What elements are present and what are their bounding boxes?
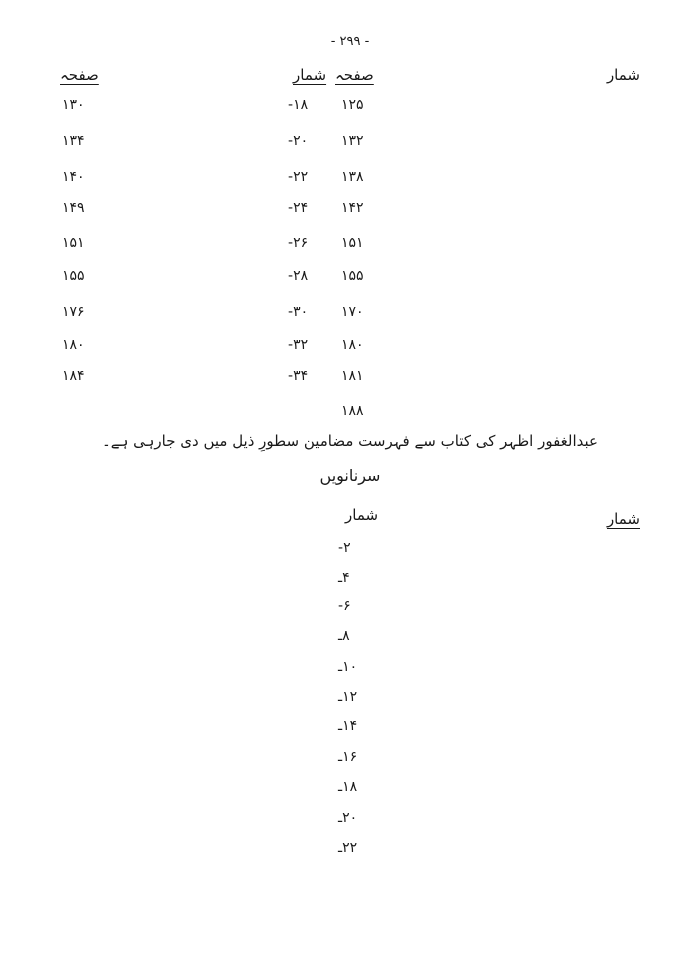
header-right-page: صفحہ	[335, 66, 374, 84]
entry-number: ۲۴-	[288, 200, 309, 216]
entry-page: ۱۸۴	[62, 368, 85, 384]
header-left-number: شمار	[293, 66, 327, 84]
list-header-right-number: شمار	[606, 510, 640, 528]
entry-page: ۱۳۴	[62, 133, 85, 149]
entry-page: ۱۸۱	[341, 368, 364, 384]
entry-number: ۲۶-	[288, 235, 309, 251]
entry-number: ۲۲-	[288, 169, 309, 185]
entry-number: ۱۲ـ	[338, 689, 358, 705]
list-header-left-number: شمار	[345, 506, 379, 524]
entry-page: ۱۳۲	[341, 133, 364, 149]
section-subtitle: سرنانویں	[319, 466, 381, 485]
entry-page: ۱۵۵	[62, 268, 85, 284]
entry-number: ۳۲-	[288, 337, 309, 353]
entry-page: ۱۵۱	[341, 235, 364, 251]
entry-page: ۱۸۸	[341, 403, 364, 419]
intro-line: عبدالغفور اظہر کی کتاب سے فہرست مضامین سطورِ ذیل میں دی جارہی ہے۔	[101, 432, 598, 450]
entry-number: ۲۰-	[288, 133, 309, 149]
entry-number: ۱۸-	[288, 97, 309, 113]
entry-number: ۲-	[338, 540, 351, 556]
entry-number: ۲۰ـ	[338, 810, 358, 826]
entry-page: ۱۴۰	[62, 169, 85, 185]
entry-page: ۱۵۱	[62, 235, 85, 251]
entry-number: ۸ـ	[338, 628, 350, 644]
entry-page: ۱۷۰	[341, 304, 364, 320]
entry-page: ۱۸۰	[341, 337, 364, 353]
entry-number: ۳۴-	[288, 368, 309, 384]
header-left-page: صفحہ	[60, 66, 99, 84]
entry-page: ۱۳۸	[341, 169, 364, 185]
entry-number: ۱۰ـ	[338, 659, 358, 675]
entry-number: ۳۰-	[288, 304, 309, 320]
entry-page: ۱۷۶	[62, 304, 85, 320]
entry-page: ۱۵۵	[341, 268, 364, 284]
entry-number: ۶-	[338, 598, 351, 614]
entry-page: ۱۸۰	[62, 337, 85, 353]
entry-page: ۱۲۵	[341, 97, 364, 113]
header-right-number: شمار	[606, 66, 640, 84]
entry-number: ۲۲ـ	[338, 840, 358, 856]
entry-number: ۲۸-	[288, 268, 309, 284]
entry-number: ۱۸ـ	[338, 779, 358, 795]
entry-number: ۱۶ـ	[338, 749, 358, 765]
entry-page: ۱۳۰	[62, 97, 85, 113]
entry-page: ۱۴۹	[62, 200, 85, 216]
page-number: - ۲۹۹ -	[330, 34, 370, 49]
entry-number: ۴ـ	[338, 570, 350, 586]
entry-number: ۱۴ـ	[338, 718, 358, 734]
entry-page: ۱۴۲	[341, 200, 364, 216]
